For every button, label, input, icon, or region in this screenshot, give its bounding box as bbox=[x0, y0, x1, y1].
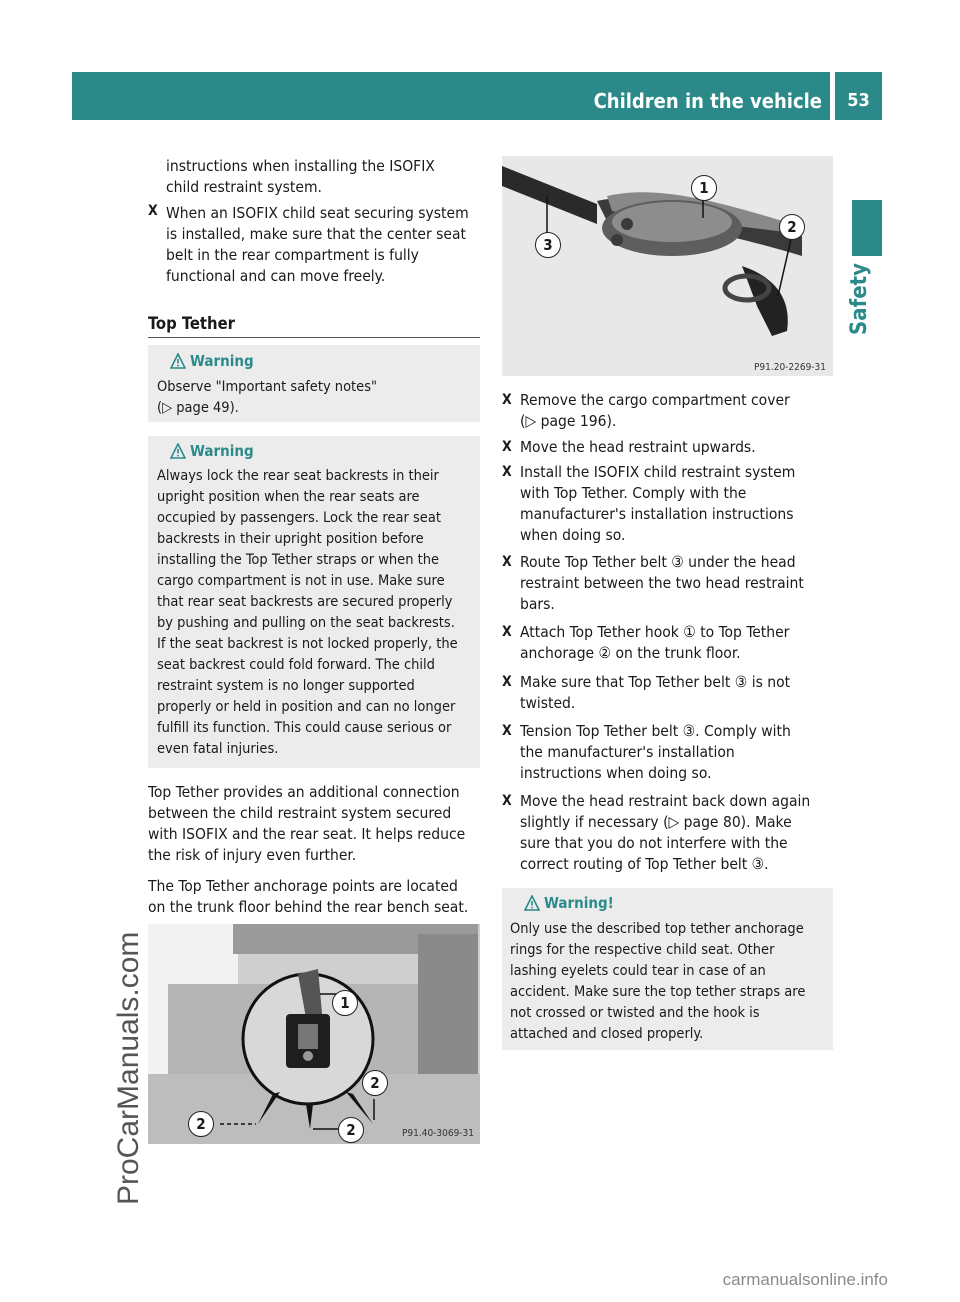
callout-1: 1 bbox=[332, 990, 358, 1016]
warning-box-1 bbox=[148, 345, 480, 422]
warning-title: Warning bbox=[190, 352, 254, 370]
tether-hook-image bbox=[502, 156, 833, 376]
warning-box-2 bbox=[148, 436, 480, 768]
bullet-x-icon: X bbox=[502, 392, 512, 408]
list-item: X Move the head restraint upwards. bbox=[502, 438, 756, 456]
bullet-x-icon: X bbox=[502, 723, 512, 739]
callout-2: 2 bbox=[362, 1070, 388, 1096]
bullet-isofix: X When an ISOFIX child seat securing system is installed, make sure that the center seat belt in the rear compartment is fully functional and can move freely. bbox=[148, 203, 469, 285]
list-item: X Move the head restraint back down again slightly if necessary (▷ page 80). Make sure that you do not interfere with the correct routing of Top Tether belt ③. bbox=[502, 792, 811, 873]
callout-2: 2 bbox=[188, 1111, 214, 1137]
warning-box-3 bbox=[502, 888, 833, 1050]
watermark: ProCarManuals.com bbox=[112, 931, 145, 1205]
list-item: X Tension Top Tether belt ③. Comply with the manufacturer's installation instructions when doing so. bbox=[502, 722, 791, 782]
warning-text: Always lock the rear seat backrests in their upright position when the rear seats are occupied by passengers. Lock the rear seat backrests in their upright position before installing the Top Tether straps or when the cargo compartment is not in use. Make sure that rear seat backrests are secured properly by pushing and pulling on the seat backrests. If the seat backrest is not locked properly, the seat backrest could fold forward. The child restraint system is no longer supported properly or held in position and can no longer fulfill its function. This could cause serious or even fatal injuries. bbox=[157, 468, 458, 757]
list-item: X Remove the cargo compartment cover (▷ page 196). bbox=[502, 391, 790, 430]
section-heading: Top Tether bbox=[148, 314, 235, 333]
warning-icon bbox=[524, 895, 540, 911]
bullet-x-icon: X bbox=[502, 439, 512, 455]
heading-rule bbox=[148, 337, 480, 338]
callout-1: 1 bbox=[691, 175, 717, 201]
warning-icon bbox=[170, 353, 186, 369]
callout-2: 2 bbox=[779, 214, 805, 240]
paragraph-top-tether: Top Tether provides an additional connection between the child restraint system secured with ISOFIX and the rear seat. It helps reduce the risk of injury even further. bbox=[148, 783, 466, 864]
image-code: P91.20-2269-31 bbox=[754, 362, 827, 373]
bullet-x-icon: X bbox=[502, 624, 512, 640]
warning-title: Warning bbox=[190, 442, 254, 460]
tether-illustration bbox=[502, 156, 833, 376]
bullet-x-icon: X bbox=[502, 674, 512, 690]
warning-title: Warning! bbox=[544, 894, 614, 912]
bullet-x-icon: X bbox=[148, 203, 158, 219]
page-title: Children in the vehicle bbox=[593, 89, 822, 113]
list-item: X Make sure that Top Tether belt ③ is not twisted. bbox=[502, 673, 791, 712]
intro-text: instructions when installing the ISOFIX child restraint system. bbox=[166, 157, 435, 196]
trunk-anchorage-image bbox=[148, 924, 480, 1144]
warning-text: Observe "Important safety notes" (▷ page 49). bbox=[157, 379, 377, 416]
image-code: P91.40-3069-31 bbox=[402, 1128, 475, 1139]
bullet-x-icon: X bbox=[502, 554, 512, 570]
warning-icon bbox=[170, 443, 186, 459]
list-item: X Attach Top Tether hook ① to Top Tether anchorage ② on the trunk floor. bbox=[502, 623, 790, 662]
section-label: Safety bbox=[847, 262, 872, 335]
list-item: X Route Top Tether belt ③ under the head restraint between the two head restraint bars. bbox=[502, 553, 804, 613]
bullet-x-icon: X bbox=[502, 793, 512, 809]
bullet-x-icon: X bbox=[502, 464, 512, 480]
page-number: 53 bbox=[835, 72, 882, 120]
footer-url[interactable]: carmanualsonline.info bbox=[722, 1270, 888, 1289]
warning-text: Only use the described top tether anchorage rings for the respective child seat. Other lashing eyelets could tear in case of an accident. Make sure the top tether straps are not crossed or twisted and the hook is attached and closed properly. bbox=[510, 921, 806, 1042]
list-item: X Install the ISOFIX child restraint system with Top Tether. Comply with the manufacturer's installation instructions when doing so. bbox=[502, 463, 796, 544]
callout-2: 2 bbox=[338, 1117, 364, 1143]
paragraph-anchorage: The Top Tether anchorage points are located on the trunk floor behind the rear bench seat. bbox=[148, 877, 469, 916]
callout-3: 3 bbox=[535, 232, 561, 258]
section-tab bbox=[852, 200, 882, 256]
